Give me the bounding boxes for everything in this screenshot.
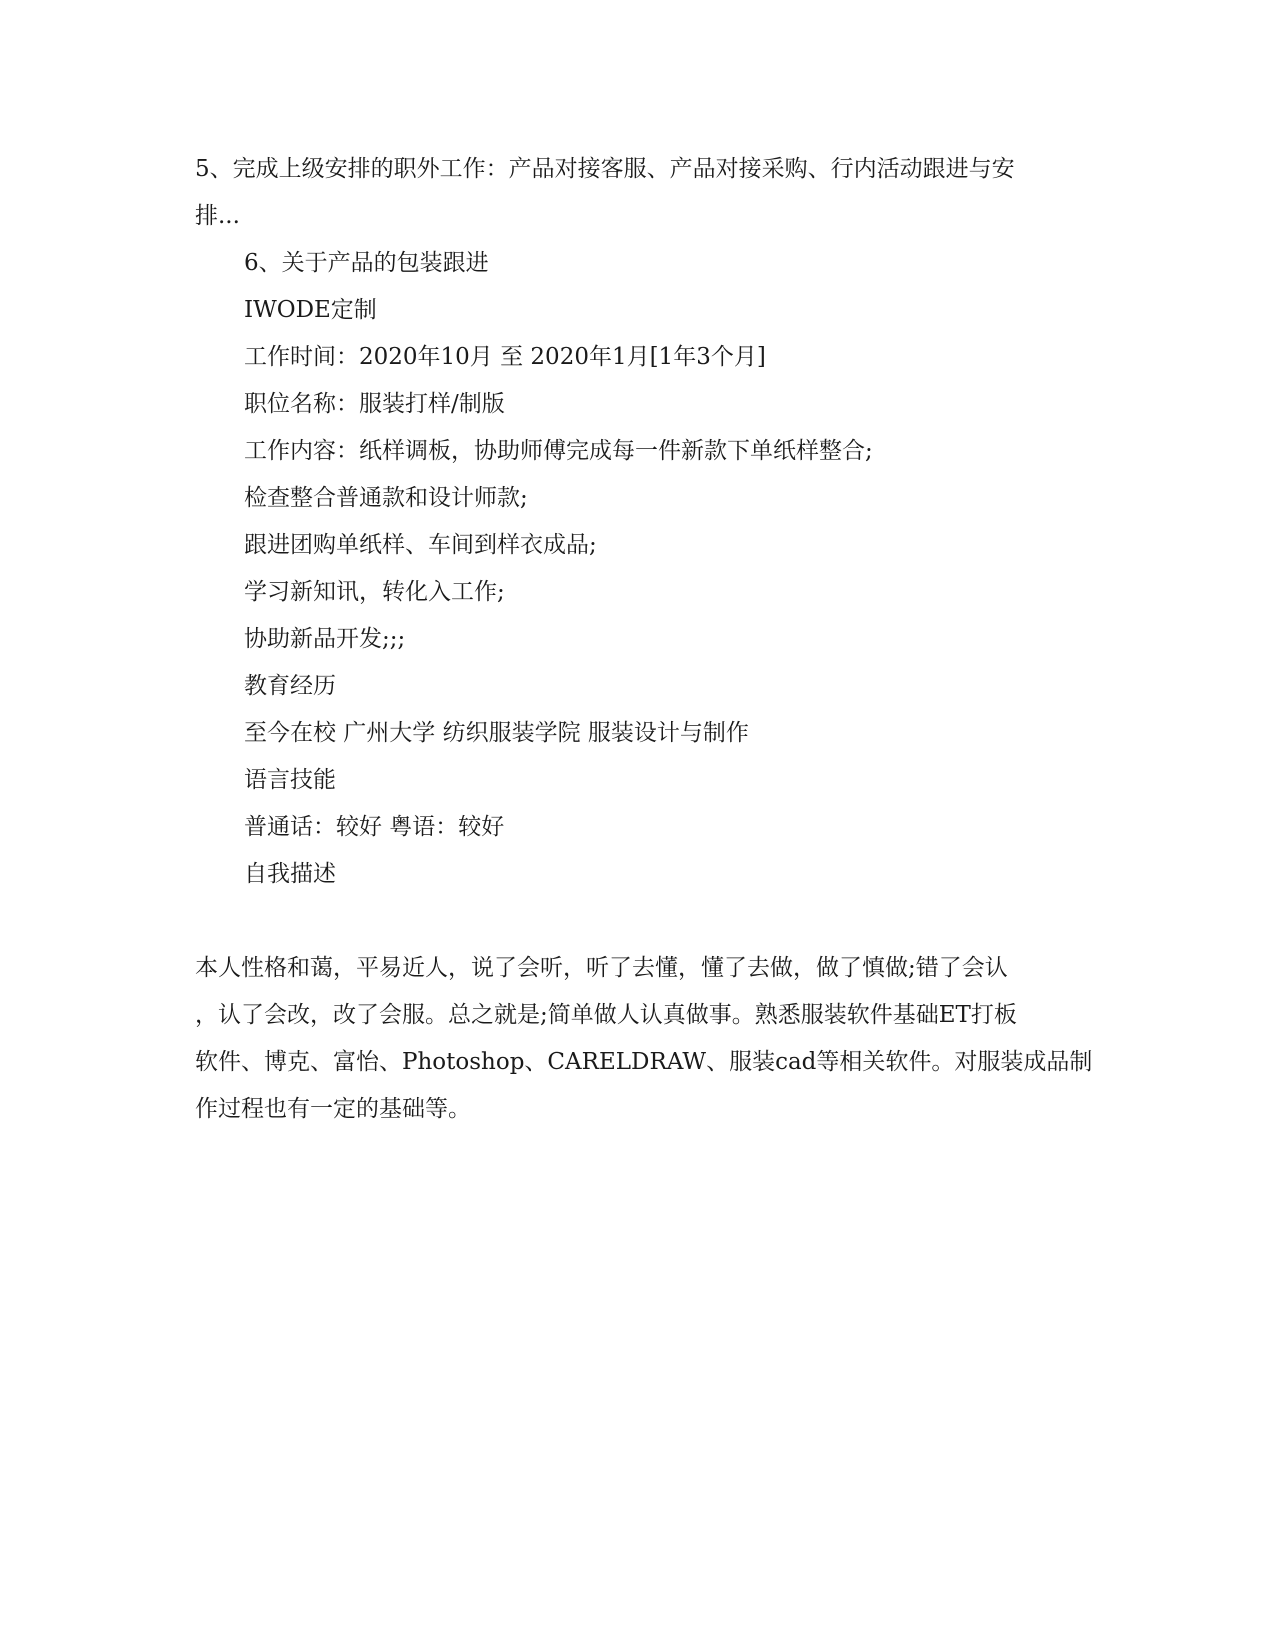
self-description-line-2: ，认了会改，改了会服。总之就是;简单做人认真做事。熟悉服装软件基础ET打板 [195, 1002, 1017, 1028]
education-entry: 至今在校 广州大学 纺织服装学院 服装设计与制作 [244, 720, 749, 746]
job-duty-line: 检查整合普通款和设计师款; [244, 485, 528, 511]
language-entry: 普通话：较好 粤语：较好 [244, 814, 505, 840]
company-name: IWODE定制 [244, 297, 377, 323]
section-heading-languages: 语言技能 [244, 767, 336, 793]
self-description-line-3: 软件、博克、富怡、Photoshop、CARELDRAW、服装cad等相关软件。对服装成品制 [195, 1049, 1093, 1075]
self-description-line-1: 本人性格和蔼，平易近人，说了会听，听了去懂，懂了去做，做了慎做;错了会认 [195, 955, 1008, 981]
work-period: 工作时间：2020年10月 至 2020年1月[1年3个月] [244, 344, 766, 370]
self-description-line-4: 作过程也有一定的基础等。 [195, 1096, 471, 1122]
job-content: 工作内容：纸样调板，协助师傅完成每一件新款下单纸样整合; [244, 438, 873, 464]
job-duty-line: 跟进团购单纸样、车间到样衣成品; [244, 532, 597, 558]
item-6-heading: 6、关于产品的包装跟进 [244, 250, 489, 276]
section-heading-education: 教育经历 [244, 673, 336, 699]
job-duty-line: 协助新品开发;;; [244, 626, 406, 652]
paragraph-item-5-line-2: 排... [195, 203, 240, 229]
section-heading-self-description: 自我描述 [244, 861, 336, 887]
paragraph-item-5-line-1: 5、完成上级安排的职外工作：产品对接客服、产品对接采购、行内活动跟进与安 [195, 156, 1015, 182]
job-duty-line: 学习新知讯，转化入工作; [244, 579, 505, 605]
job-title: 职位名称：服装打样/制版 [244, 391, 505, 417]
